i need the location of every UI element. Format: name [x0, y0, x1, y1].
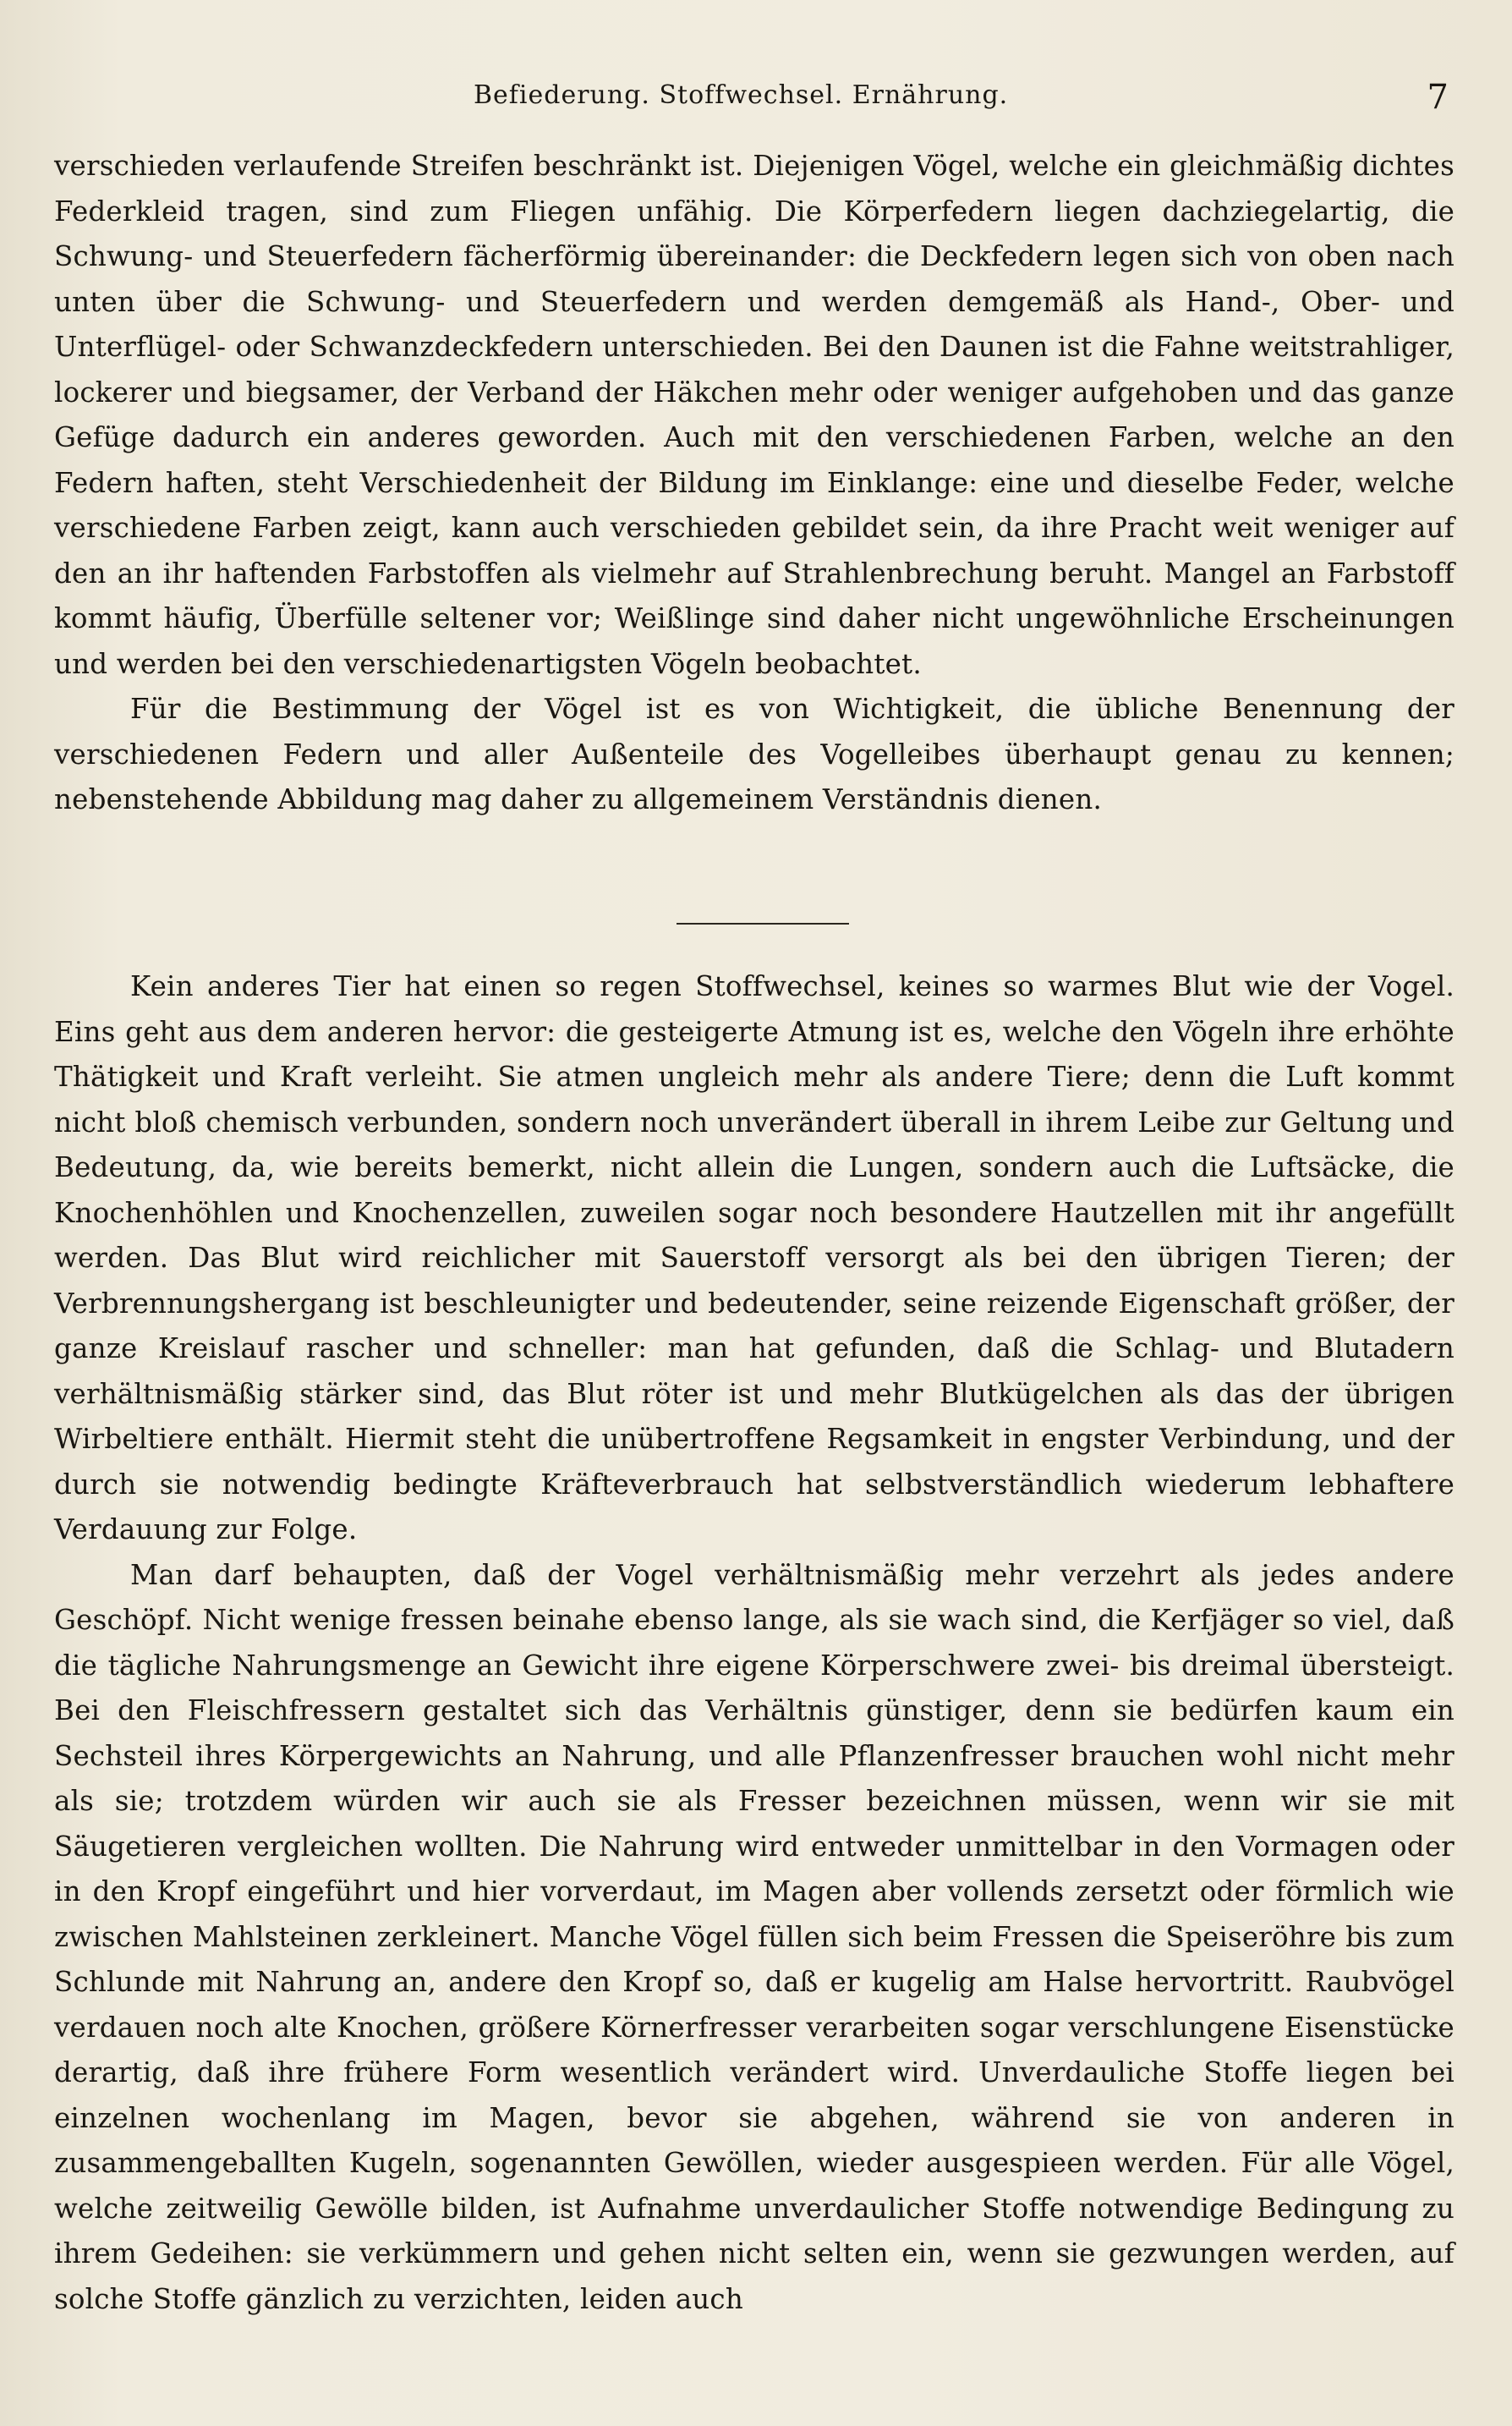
section-divider: [677, 923, 849, 925]
paragraph-feather-structure: verschieden verlaufende Streifen beschränkt ist. Diejenigen Vögel, welche ein gleichmäßig dichtes Federkleid tragen, sind zum Fliegen unfähig. Die Körperfedern liegen dachziegelartig, die Schwung- und Steuerfedern fächerförmig übereinander: die Deckfedern legen sich von oben nach unten über die Schwung- und Steuerfedern und werden demgemäß als Hand-, Ober- und Unterflügel- oder Schwanzdeckfedern unterschieden. Bei den Daunen ist die Fahne weitstrahliger, lockerer und biegsamer, der Verband der Häkchen mehr oder weniger aufgehoben und das ganze Gefüge dadurch ein anderes geworden. Auch mit den verschiedenen Farben, welche an den Federn haften, steht Verschiedenheit der Bildung im Einklange: eine und dieselbe Feder, welche verschiedene Farben zeigt, kann auch verschieden gebildet sein, da ihre Pracht weit weniger auf den an ihr haftenden Farbstoffen als vielmehr auf Strahlenbrechung beruht. Mangel an Farbstoff kommt häufig, Überfülle seltener vor; Weißlinge sind daher nicht ungewöhnliche Erscheinungen und werden bei den verschiedenartigsten Vögeln beobachtet.: [54, 150, 1454, 680]
text-section-metabolism: [54, 964, 1454, 2322]
paragraph-nutrition: Man darf behaupten, daß der Vogel verhältnismäßig mehr verzehrt als jedes andere Geschöpf. Nicht wenige fressen beinahe ebenso lange, als sie wach sind, die Kerfjäger so viel, daß die tägliche Nahrungsmenge an Gewicht ihre eigene Körperschwere zwei- bis dreimal übersteigt. Bei den Fleischfressern gestaltet sich das Verhältnis günstiger, denn sie bedürfen kaum ein Sechsteil ihres Körpergewichts an Nahrung, und alle Pflanzenfresser brauchen wohl nicht mehr als sie; trotzdem würden wir auch sie als Fresser bezeichnen müssen, wenn wir sie mit Säugetieren vergleichen wollten. Die Nahrung wird entweder unmittelbar in den Vormagen oder in den Kropf eingeführt und hier vorverdaut, im Magen aber vollends zersetzt oder förmlich wie zwischen Mahlsteinen zerkleinert. Manche Vögel füllen sich beim Fressen die Speiseröhre bis zum Schlunde mit Nahrung an, andere den Kropf so, daß er kugelig am Halse hervortritt. Raubvögel verdauen noch alte Knochen, größere Körnerfresser verarbeiten sogar verschlungene Eisenstücke derartig, daß ihre frühere Form wesentlich verändert wird. Unverdauliche Stoffe liegen bei einzelnen wochenlang im Magen, bevor sie abgehen, während sie von anderen in zusammengeballten Kugeln, sogenannten Gewöllen, wieder ausgespieen werden. Für alle Vögel, welche zeitweilig Gewölle bilden, ist Aufnahme unverdaulicher Stoffe notwendige Bedingung zu ihrem Gedeihen: sie verkümmern und gehen nicht selten ein, wenn sie gezwungen werden, auf solche Stoffe gänzlich zu verzichten, leiden auch: [54, 1558, 1454, 2315]
page-number: 7: [1427, 78, 1449, 117]
paragraph-nomenclature: Für die Bestimmung der Vögel ist es von Wichtigkeit, die übliche Benennung der verschiedenen Federn und aller Außenteile des Vogelleibes überhaupt genau zu kennen; nebenstehende Abbildung mag daher zu allgemeinem Verständnis dienen.: [54, 693, 1454, 815]
running-head: Befiederung. Stoffwechsel. Ernährung.: [474, 80, 1009, 110]
paragraph-metabolism: Kein anderes Tier hat einen so regen Stoffwechsel, keines so warmes Blut wie der Vogel. Eins geht aus dem anderen hervor: die gesteigerte Atmung ist es, welche den Vögeln ihre erhöhte Thätigkeit und Kraft verleiht. Sie atmen ungleich mehr als andere Tiere; denn die Luft kommt nicht bloß chemisch verbunden, sondern noch unverändert überall in ihrem Leibe zur Geltung und Bedeutung, da, wie bereits bemerkt, nicht allein die Lungen, sondern auch die Luftsäcke, die Knochenhöhlen und Knochenzellen, zuweilen sogar noch besondere Hautzellen mit ihr angefüllt werden. Das Blut wird reichlicher mit Sauerstoff versorgt als bei den übrigen Tieren; der Verbrennungshergang ist beschleunigter und bedeutender, seine reizende Eigenschaft größer, der ganze Kreislauf rascher und schneller: man hat gefunden, daß die Schlag- und Blutadern verhältnismäßig stärker sind, das Blut röter ist und mehr Blutkügelchen als das der übrigen Wirbeltiere enthält. Hiermit steht die unübertroffene Regsamkeit in engster Verbindung, und der durch sie notwendig bedingte Kräfteverbrauch hat selbstverständlich wiederum lebhaftere Verdauung zur Folge.: [54, 970, 1454, 1545]
text-section-feathers: [54, 144, 1454, 823]
